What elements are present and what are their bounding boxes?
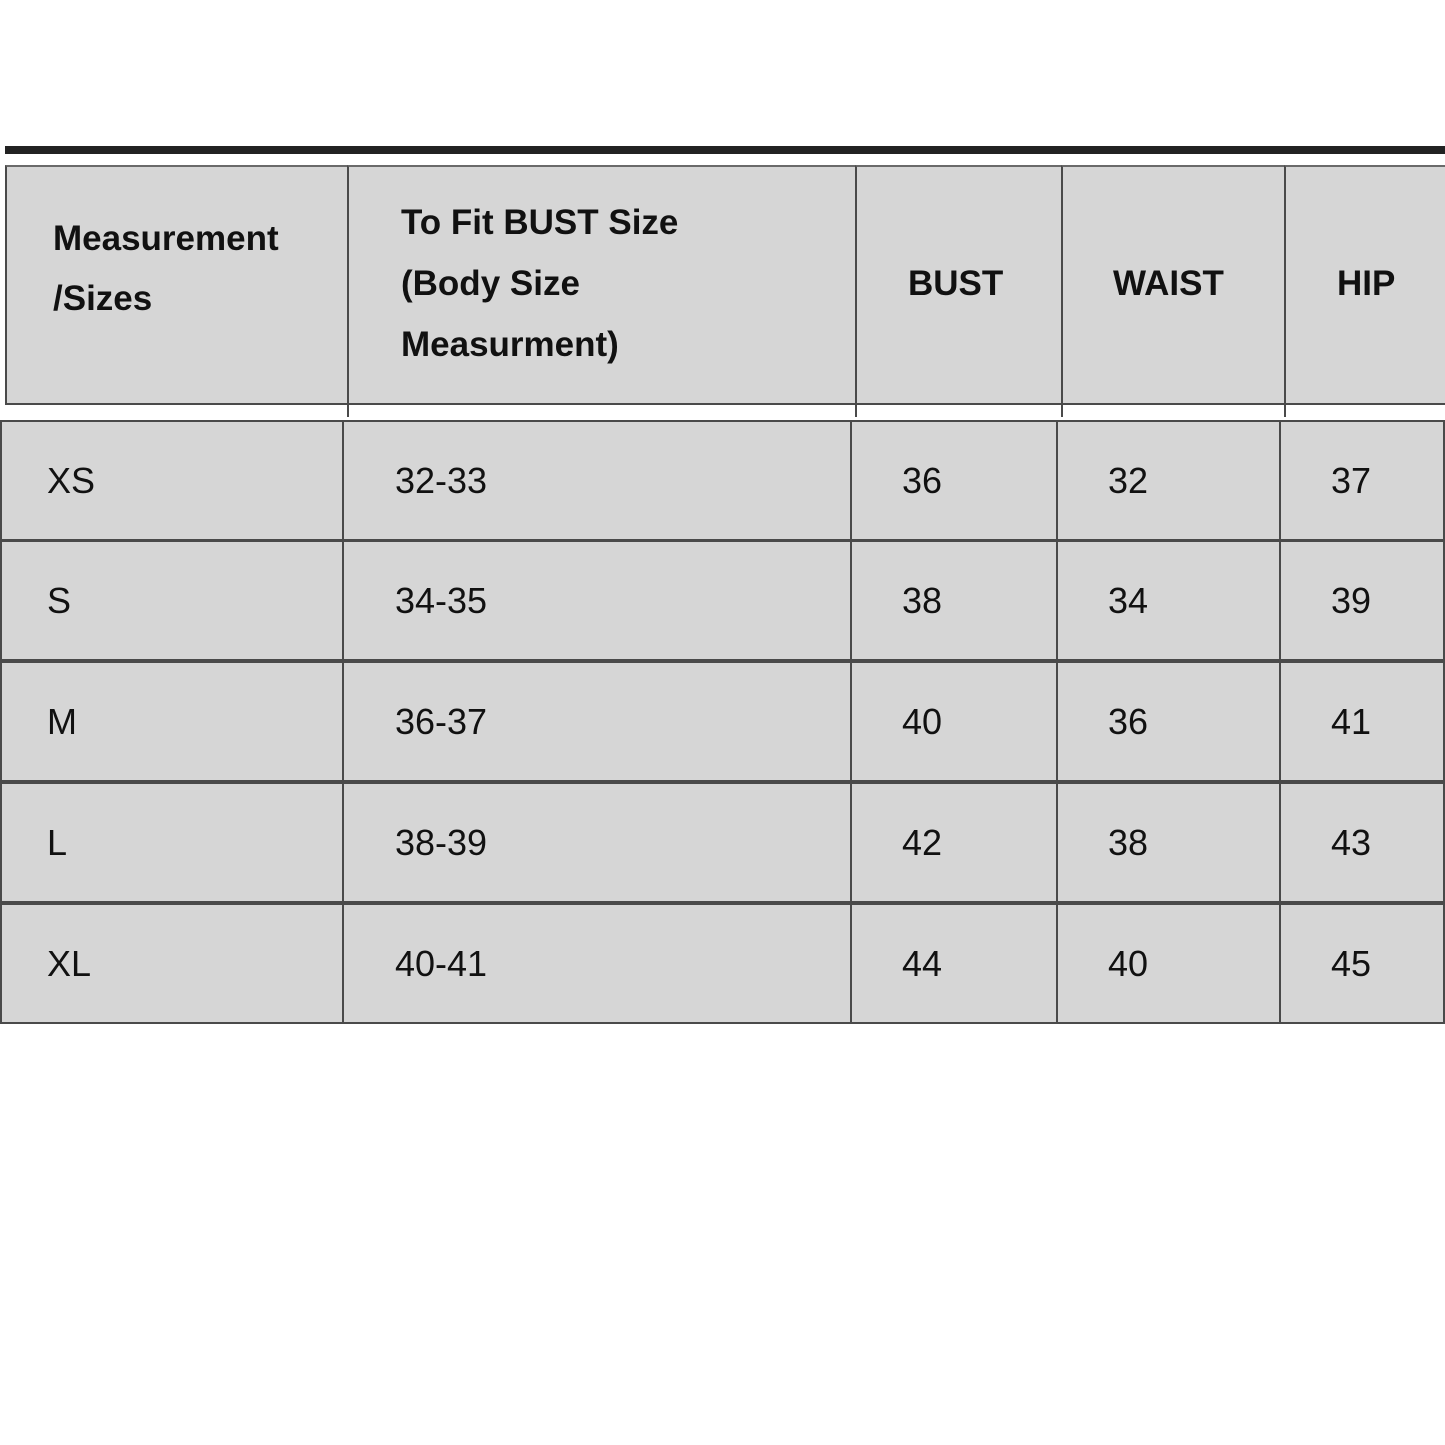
size-cell: L xyxy=(0,782,344,903)
size-cell: S xyxy=(0,540,344,661)
header-hip-cell xyxy=(1284,165,1445,405)
bust-cell: 36 xyxy=(850,420,1058,541)
bust-cell: 40 xyxy=(850,661,1058,782)
header-waist: WAIST xyxy=(1113,264,1224,303)
header-bust: BUST xyxy=(908,264,1004,303)
header-divider-stub xyxy=(855,405,1063,417)
header-fit-line2: (Body Size xyxy=(401,264,580,303)
bust-cell: 44 xyxy=(850,903,1058,1024)
header-hip: HIP xyxy=(1337,264,1396,303)
header-waist-cell xyxy=(1061,165,1286,405)
waist-cell: 36 xyxy=(1056,661,1281,782)
table-row xyxy=(0,540,1445,661)
hip-cell: 45 xyxy=(1279,903,1445,1024)
header-divider-stub xyxy=(1284,405,1445,417)
header-divider-stub xyxy=(1061,405,1286,417)
waist-cell: 38 xyxy=(1056,782,1281,903)
fit-cell: 38-39 xyxy=(342,782,852,903)
header-size-line2: /Sizes xyxy=(53,279,153,318)
hip-cell: 41 xyxy=(1279,661,1445,782)
waist-cell: 32 xyxy=(1056,420,1281,541)
table-row xyxy=(0,782,1445,903)
fit-cell: 34-35 xyxy=(342,540,852,661)
bust-cell: 42 xyxy=(850,782,1058,903)
fit-cell: 36-37 xyxy=(342,661,852,782)
waist-cell: 34 xyxy=(1056,540,1281,661)
header-divider-stub xyxy=(347,405,857,417)
header-fit-cell xyxy=(347,165,857,405)
table-header xyxy=(5,165,1445,417)
hip-cell: 39 xyxy=(1279,540,1445,661)
table-row xyxy=(0,661,1445,782)
bust-cell: 38 xyxy=(850,540,1058,661)
size-cell: M xyxy=(0,661,344,782)
waist-cell: 40 xyxy=(1056,903,1281,1024)
header-fit-line3: Measurment) xyxy=(401,325,619,364)
table-top-rule xyxy=(5,146,1445,154)
hip-cell: 37 xyxy=(1279,420,1445,541)
header-bust-cell xyxy=(855,165,1063,405)
table-row xyxy=(0,903,1445,1024)
hip-cell: 43 xyxy=(1279,782,1445,903)
header-fit-line1: To Fit BUST Size xyxy=(401,203,679,242)
fit-cell: 40-41 xyxy=(342,903,852,1024)
fit-cell: 32-33 xyxy=(342,420,852,541)
header-size-line1: Measurement xyxy=(53,219,279,258)
header-size-cell xyxy=(5,165,349,405)
size-cell: XS xyxy=(0,420,344,541)
table-row xyxy=(0,420,1445,541)
size-cell: XL xyxy=(0,903,344,1024)
